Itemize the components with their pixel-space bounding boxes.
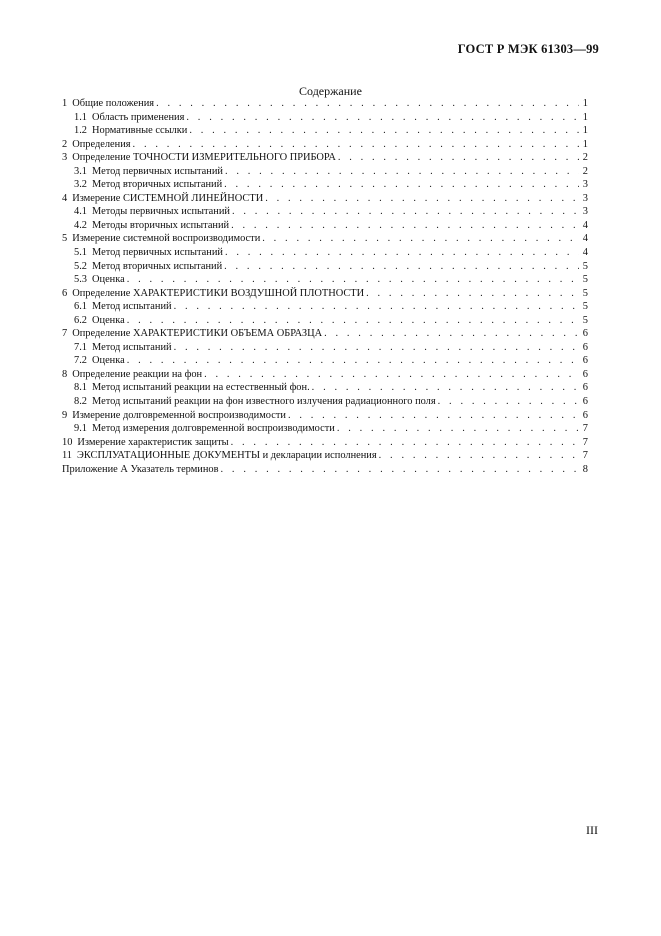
- toc-leader-dots: [225, 165, 579, 179]
- toc-entry-title: Метод испытаний: [92, 301, 172, 313]
- toc-entry-title: Измерение системной воспроизводимости: [72, 233, 261, 245]
- toc-leader-dots: [438, 395, 579, 409]
- toc-entry-number: 6.1: [74, 301, 87, 313]
- toc-entry[interactable]: [62, 354, 588, 368]
- toc-entry-page: 6: [582, 328, 588, 340]
- toc-entry[interactable]: [62, 287, 588, 301]
- toc-entry-title: Общие положения: [72, 98, 155, 109]
- toc-entry-number: 1.1: [74, 111, 87, 123]
- toc-entry-page: 4: [582, 219, 588, 231]
- toc-entry[interactable]: [62, 409, 588, 423]
- toc-entry-number: 7.2: [74, 355, 87, 367]
- toc-entry[interactable]: [62, 232, 588, 246]
- toc-entry-title: Метод первичных испытаний: [92, 247, 223, 259]
- toc-entry-page: 1: [582, 125, 588, 137]
- toc-entry-page: 6: [582, 341, 588, 353]
- toc-entry-title: Оценка: [92, 274, 125, 286]
- toc-entry[interactable]: [62, 368, 588, 382]
- toc-entry-title: Оценка: [92, 355, 125, 367]
- toc-entry-title: Метод измерения долговременной воспроизводимости: [92, 423, 335, 435]
- toc-entry[interactable]: [62, 165, 588, 179]
- toc-entry-title: Область применения: [92, 111, 185, 123]
- document-id-header: ГОСТ Р МЭК 61303—99: [457, 42, 599, 56]
- toc-entry-title: Измерение СИСТЕМНОЙ ЛИНЕЙНОСТИ: [72, 192, 264, 204]
- toc-leader-dots: [174, 341, 579, 355]
- toc-entry-title: Определение ТОЧНОСТИ ИЗМЕРИТЕЛЬНОГО ПРИБОРА: [72, 152, 336, 164]
- toc-entry-page: 4: [582, 233, 588, 245]
- toc-entry-page: 5: [582, 274, 588, 286]
- toc-entry-page: 3: [582, 206, 588, 218]
- toc-entry[interactable]: [62, 260, 588, 274]
- toc-leader-dots: [232, 205, 579, 219]
- toc-entry[interactable]: [62, 300, 588, 314]
- toc-entry[interactable]: [62, 449, 588, 463]
- toc-entry-title: Определение ХАРАКТЕРИСТИКИ ВОЗДУШНОЙ ПЛОТНОСТИ: [72, 287, 365, 299]
- toc-entry-title: Нормативные ссылки: [92, 125, 188, 137]
- toc-entry-number: 3.2: [74, 179, 87, 191]
- toc-entry-number: 11: [62, 450, 73, 462]
- toc-entry-number: 3.1: [74, 165, 87, 177]
- toc-leader-dots: [224, 178, 579, 192]
- toc-entry-page: 7: [582, 436, 588, 448]
- toc-entry-title: ЭКСПЛУАТАЦИОННЫЕ ДОКУМЕНТЫ и декларации исполнения: [77, 450, 377, 462]
- toc-leader-dots: [127, 273, 579, 287]
- toc-leader-dots: [324, 327, 579, 341]
- toc-entry-title: Метод вторичных испытаний: [92, 260, 223, 272]
- toc-leader-dots: [288, 409, 579, 423]
- toc-leader-dots: [338, 151, 579, 165]
- toc-entry-number: 6.2: [74, 314, 87, 326]
- toc-entry[interactable]: [62, 111, 588, 125]
- toc-leader-dots: [127, 314, 579, 328]
- toc-entry-number: 5.3: [74, 274, 87, 286]
- toc-leader-dots: [174, 300, 579, 314]
- toc-entry-title: Метод вторичных испытаний: [92, 179, 223, 191]
- toc-entry-number: 8: [62, 368, 68, 380]
- toc-entry-title: Определения: [72, 138, 131, 150]
- toc-leader-dots: [379, 449, 579, 463]
- toc-entry[interactable]: [62, 97, 588, 111]
- toc-entry-number: 6: [62, 287, 68, 299]
- toc-entry[interactable]: [62, 151, 588, 165]
- toc-entry-page: 5: [582, 301, 588, 313]
- toc-entry-page: 1: [582, 138, 588, 150]
- toc-entry[interactable]: [62, 219, 588, 233]
- toc-entry-number: 5.2: [74, 260, 87, 272]
- toc-leader-dots: [231, 436, 579, 450]
- toc-entry-title: Определение реакции на фон: [72, 368, 203, 380]
- toc-entry-number: 10: [62, 436, 73, 448]
- toc-entry-number: 5.1: [74, 247, 87, 259]
- toc-entry-number: 4.1: [74, 206, 87, 218]
- toc-entry-page: 1: [582, 111, 588, 123]
- toc-leader-dots: [133, 138, 579, 152]
- toc-entry[interactable]: [62, 273, 588, 287]
- toc-entry[interactable]: [62, 138, 588, 152]
- toc-entry[interactable]: [62, 178, 588, 192]
- toc-entry-title: Методы первичных испытаний: [92, 206, 230, 218]
- toc-entry-number: 8.2: [74, 396, 87, 408]
- toc-leader-dots: [337, 422, 579, 436]
- toc-leader-dots: [189, 124, 579, 138]
- toc-entry-title: Измерение характеристик защиты: [77, 436, 229, 448]
- toc-entry-title: Определение ХАРАКТЕРИСТИКИ ОБЪЕМА ОБРАЗЦА: [72, 328, 323, 340]
- toc-entry[interactable]: [62, 124, 588, 138]
- toc-entry-number: 8.1: [74, 382, 87, 394]
- page-number: III: [586, 823, 598, 837]
- toc-entry-page: 5: [582, 260, 588, 272]
- toc-entry-page: 1: [582, 98, 588, 109]
- toc-entry[interactable]: [62, 436, 588, 450]
- toc-entry[interactable]: [62, 192, 588, 206]
- toc-leader-dots: [262, 232, 579, 246]
- toc-entry-number: 3: [62, 152, 68, 164]
- toc-leader-dots: [225, 246, 579, 260]
- toc-leader-dots: [186, 111, 579, 125]
- toc-entry-title: Метод испытаний реакции на естественный фон.: [92, 382, 310, 394]
- toc-entry-page: 7: [582, 450, 588, 462]
- toc-entry-page: 6: [582, 368, 588, 380]
- toc-entry-page: 5: [582, 314, 588, 326]
- toc-leader-dots: [156, 97, 579, 111]
- toc-entry-number: 7.1: [74, 341, 87, 353]
- toc-entry-number: 2: [62, 138, 68, 150]
- toc-entry-number: 4.2: [74, 219, 87, 231]
- toc-entry-number: 4: [62, 192, 68, 204]
- toc-entry-title: Метод испытаний: [92, 341, 172, 353]
- toc-entry-number: 1: [62, 98, 68, 109]
- toc-entry-number: 5: [62, 233, 68, 245]
- toc-entry-number: 9.1: [74, 423, 87, 435]
- toc-entry-page: 5: [582, 287, 588, 299]
- toc-entry-page: 8: [582, 463, 588, 475]
- toc-entry[interactable]: [62, 246, 588, 260]
- toc-leader-dots: [265, 192, 579, 206]
- toc-leader-dots: [231, 219, 579, 233]
- toc-entry[interactable]: [62, 341, 588, 355]
- toc-entry-title: Оценка: [92, 314, 125, 326]
- toc-entry-page: 7: [582, 423, 588, 435]
- toc-leader-dots: [221, 463, 579, 477]
- toc-entry-page: 6: [582, 409, 588, 421]
- toc-entry-number: 1.2: [74, 125, 87, 137]
- toc-entry[interactable]: [62, 395, 588, 409]
- toc-entry-title: Методы вторичных испытаний: [92, 219, 230, 231]
- toc-leader-dots: [224, 260, 579, 274]
- toc-entry-page: 3: [582, 179, 588, 191]
- toc-entry[interactable]: [62, 314, 588, 328]
- toc-entry[interactable]: [62, 327, 588, 341]
- toc-entry-title: Метод первичных испытаний: [92, 165, 223, 177]
- toc-entry-title: Метод испытаний реакции на фон известного излучения радиационного поля: [92, 396, 436, 408]
- toc-entry-number: 7: [62, 328, 68, 340]
- toc-leader-dots: [312, 381, 579, 395]
- toc-leader-dots: [204, 368, 579, 382]
- toc-entry-page: 2: [582, 165, 588, 177]
- toc-entry-page: 6: [582, 382, 588, 394]
- toc-entry-page: 3: [582, 192, 588, 204]
- toc-entry[interactable]: [62, 422, 588, 436]
- toc-entry[interactable]: [62, 205, 588, 219]
- toc-entry-title: Измерение долговременной воспроизводимости: [72, 409, 286, 421]
- toc-entry-title: Приложение А Указатель терминов: [62, 463, 219, 475]
- toc-entry-page: 4: [582, 247, 588, 259]
- toc-leader-dots: [127, 354, 579, 368]
- toc-entry-page: 6: [582, 355, 588, 367]
- toc-entry-number: 9: [62, 409, 68, 421]
- toc-leader-dots: [366, 287, 579, 301]
- toc-entry-page: 2: [582, 152, 588, 164]
- toc-entry[interactable]: [62, 463, 588, 477]
- toc-entry[interactable]: [62, 381, 588, 395]
- toc-title: Содержание: [299, 84, 362, 98]
- toc-entry-page: 6: [582, 396, 588, 408]
- table-of-contents: [62, 97, 588, 476]
